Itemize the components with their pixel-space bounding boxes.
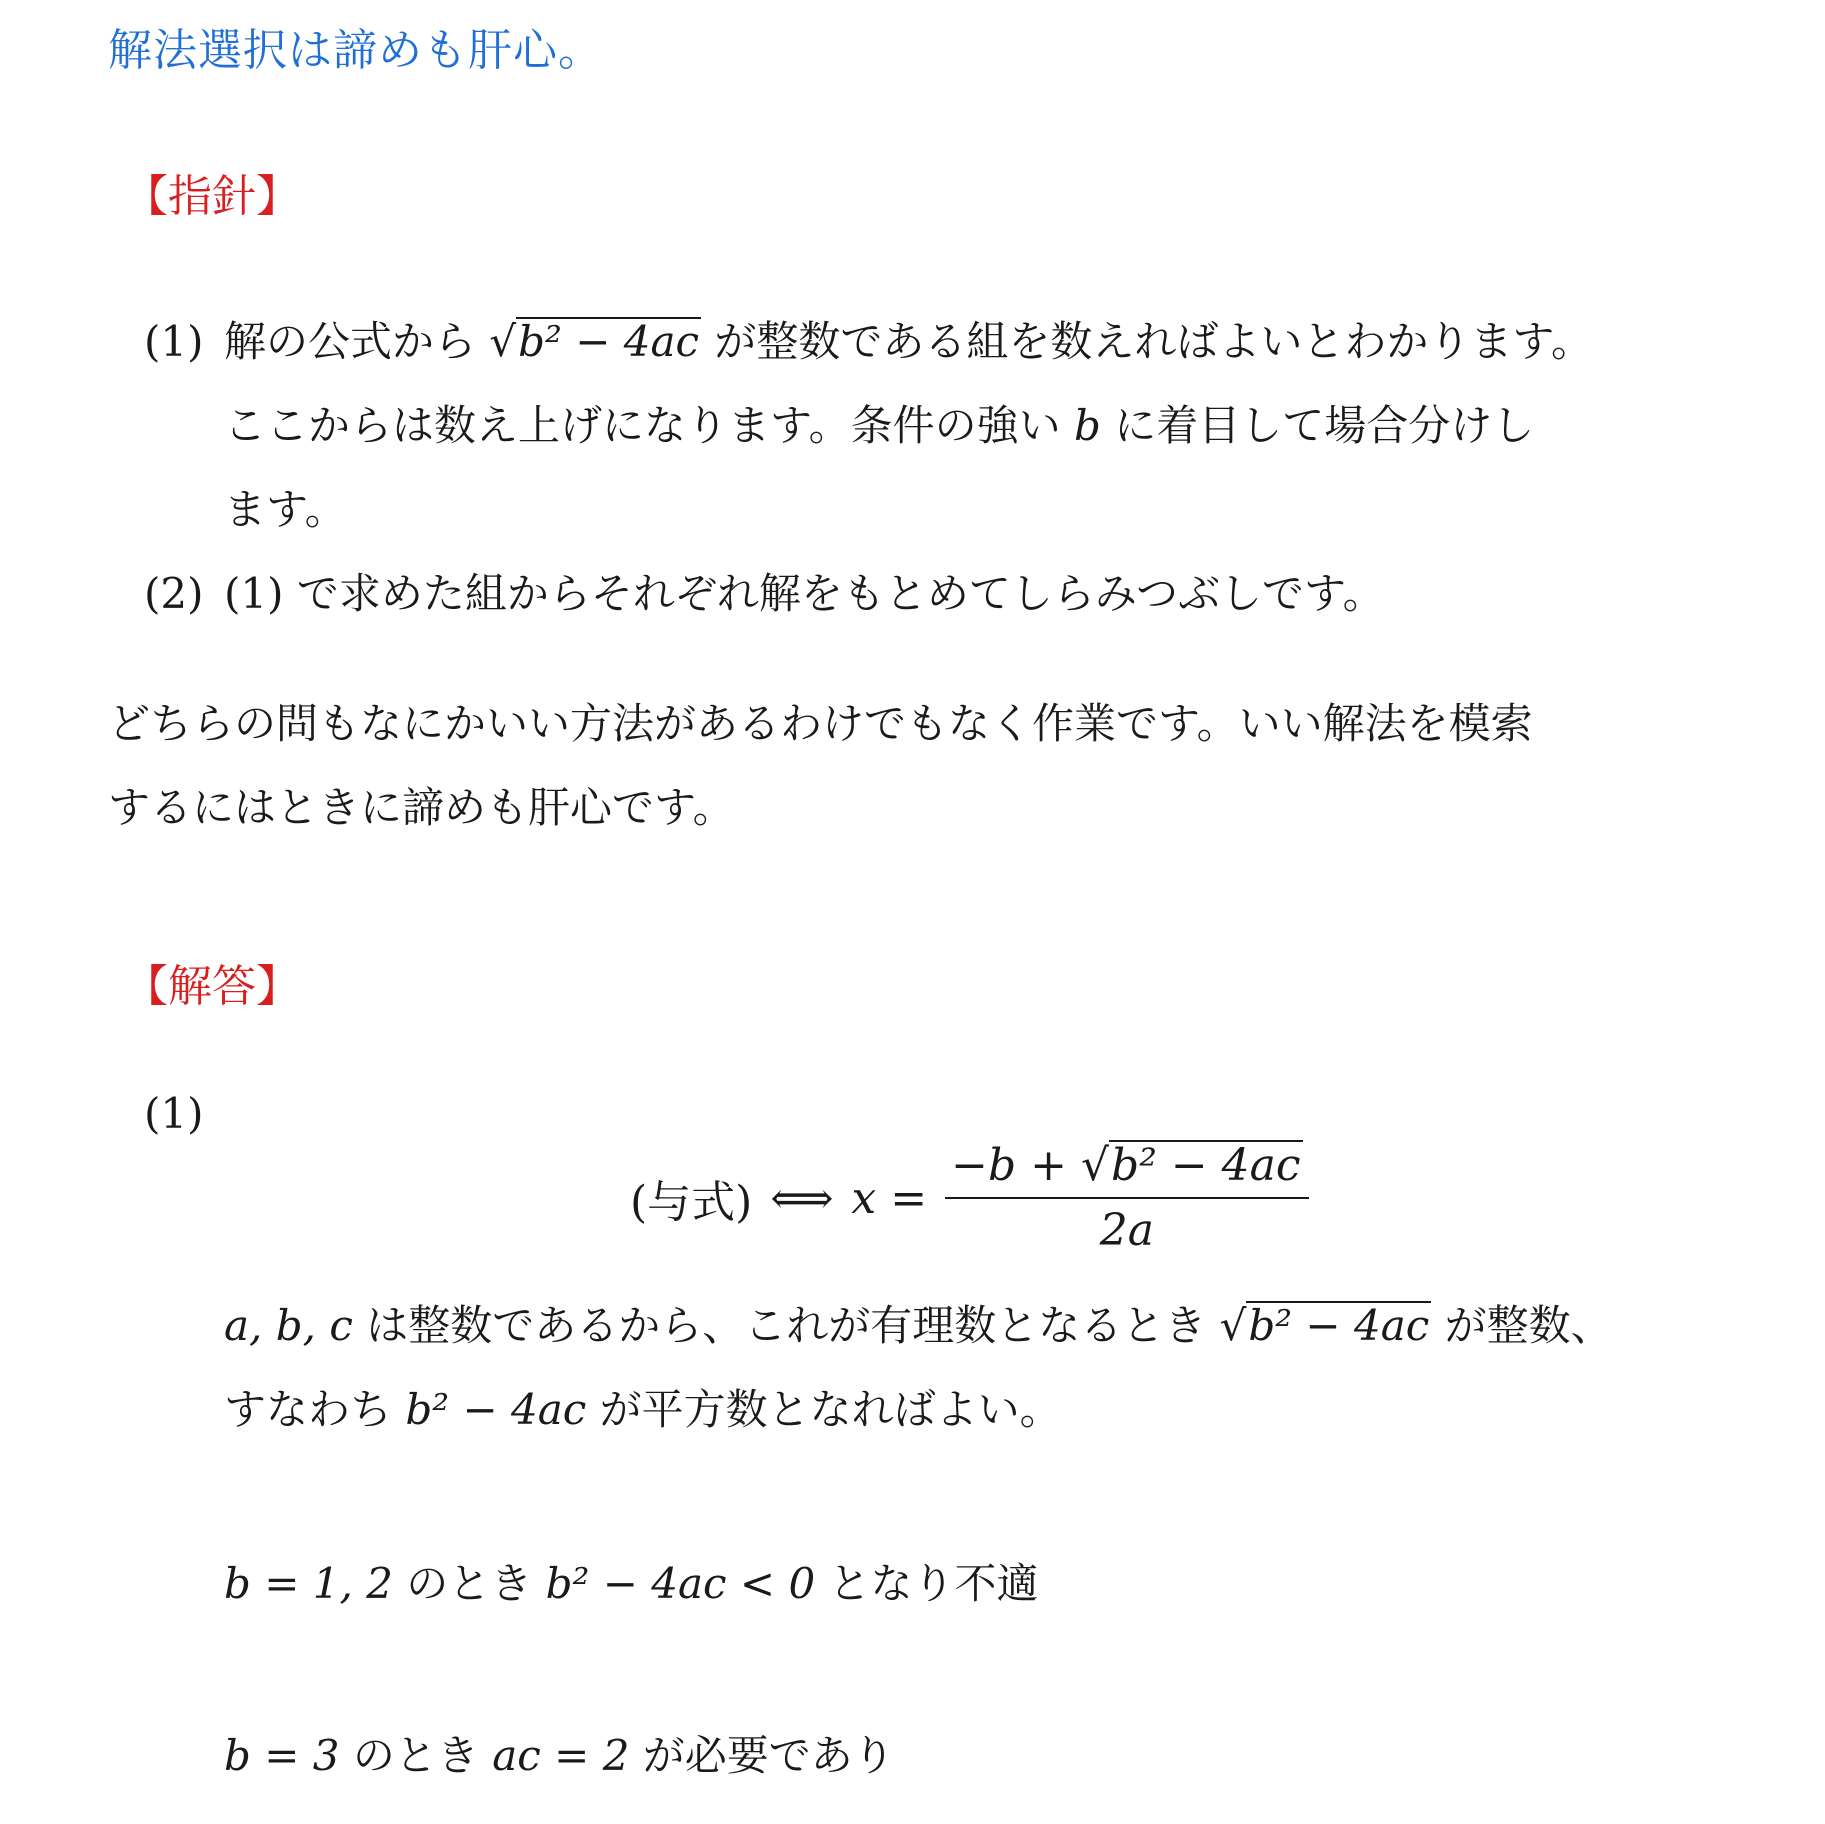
text: に着目して場合分けし [1114, 401, 1535, 450]
shishin-item1-line1 [224, 300, 1593, 384]
para-line2: するにはときに諦めも肝心です。 [108, 783, 735, 832]
denominator: 2a [1099, 1205, 1154, 1256]
shishin-item2-text: (1) で求めた組からそれぞれ解をもとめてしらみつぶしです。 [224, 569, 1385, 618]
sqrt-expression: √b² − 4ac [489, 317, 700, 366]
text: ここからは数え上げになります。条件の強い [224, 401, 1061, 450]
para-line1: どちらの問もなにかいい方法があるわけでもなく作業です。いい解法を模索 [108, 699, 1533, 748]
fraction [945, 1140, 1308, 1256]
expr: b = 3 [224, 1731, 340, 1780]
heading-shishin: 【指針】 [124, 171, 300, 222]
text: となり不適 [828, 1559, 1039, 1608]
shishin-item1-line2 [224, 384, 1534, 468]
expr: b² − 4ac < 0 [545, 1559, 816, 1608]
radicand: b² − 4ac [518, 317, 700, 366]
kaitou-line2 [224, 1368, 1062, 1452]
iff-symbol: ⟺ [770, 1172, 834, 1224]
text: が必要であり [642, 1731, 895, 1780]
shishin-item1-line3: ます。 [224, 485, 347, 534]
kaitou-line3 [224, 1542, 1039, 1626]
text: のとき [352, 1731, 479, 1780]
num-prefix: −b + [951, 1140, 1067, 1191]
kaitou-item1-label: (1) [144, 1089, 204, 1138]
text: のとき [406, 1559, 533, 1608]
text: が整数、 [1444, 1301, 1613, 1350]
kaitou-line4 [224, 1714, 895, 1798]
var-b: b [1074, 401, 1101, 450]
eq-x: x = [851, 1172, 928, 1224]
radicand: b² − 4ac [1111, 1140, 1301, 1191]
page-title: 解法選択は諦めも肝心。 [108, 25, 603, 76]
text: 解の公式から [224, 317, 477, 366]
text: が平方数となればよい。 [599, 1385, 1062, 1434]
text: は整数であるから、これが有理数となるとき [366, 1301, 1207, 1350]
expr: b = 1, 2 [224, 1559, 393, 1608]
shishin-item1-label: (1) [144, 317, 204, 366]
expr: ac = 2 [492, 1731, 630, 1780]
radicand: b² − 4ac [1248, 1301, 1430, 1350]
shishin-item2-label: (2) [144, 569, 204, 618]
eq-left: (与式) [630, 1177, 753, 1228]
vars-abc: a, b, c [224, 1301, 353, 1350]
kaitou-line1 [224, 1284, 1613, 1368]
text: が整数である組を数えればよいとわかります。 [714, 317, 1594, 366]
quadratic-formula [630, 1140, 1309, 1256]
poly-expr: b² − 4ac [405, 1385, 587, 1434]
numerator [945, 1140, 1308, 1199]
sqrt-expression: √b² − 4ac [1219, 1301, 1430, 1350]
sqrt-expression: √b² − 4ac [1080, 1140, 1301, 1191]
text: すなわち [224, 1385, 393, 1434]
heading-kaitou: 【解答】 [124, 961, 300, 1012]
